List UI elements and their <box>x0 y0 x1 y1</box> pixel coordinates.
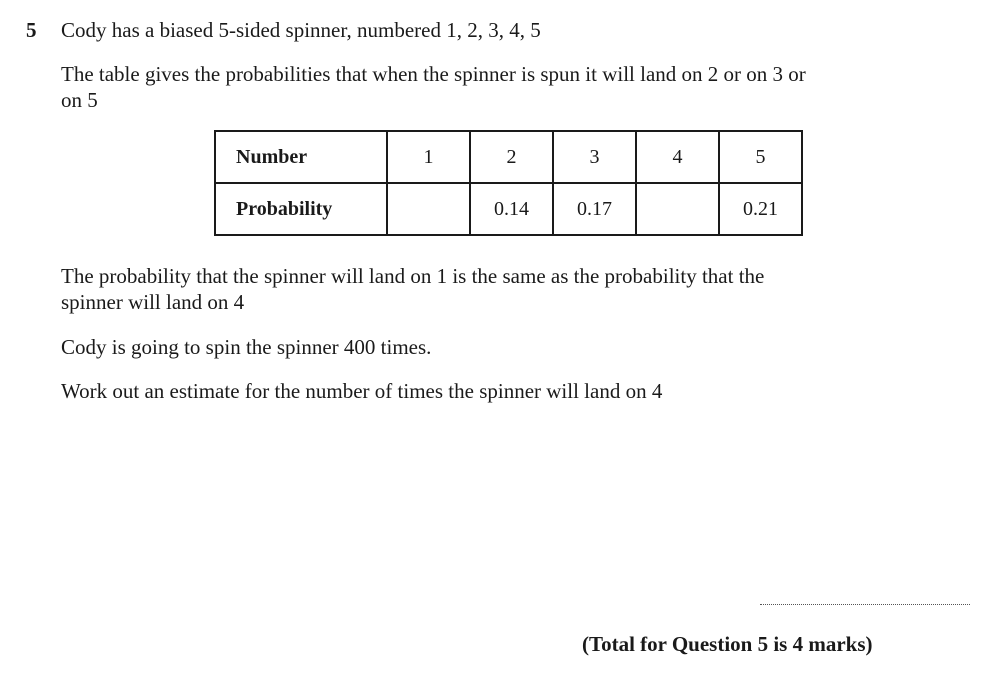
probability-cell-5: 0.21 <box>719 183 802 235</box>
table-intro-text: The table gives the probabilities that when the spinner is spun it will land on 2 or on 3 or on 5 <box>61 62 806 112</box>
number-header: Number <box>215 131 387 183</box>
number-cell-4: 4 <box>636 131 719 183</box>
answer-line[interactable] <box>760 604 970 605</box>
number-cell-2: 2 <box>470 131 553 183</box>
question-number: 5 <box>26 18 37 42</box>
total-marks: (Total for Question 5 is 4 marks) <box>582 632 873 656</box>
number-cell-3: 3 <box>553 131 636 183</box>
same-probability-text: The probability that the spinner will land on 1 is the same as the probability that the spinner will land on 4 <box>61 264 765 314</box>
number-cell-1: 1 <box>387 131 470 183</box>
probability-cell-3: 0.17 <box>553 183 636 235</box>
task-text: Work out an estimate for the number of times the spinner will land on 4 <box>61 379 663 403</box>
probability-cell-4 <box>636 183 719 235</box>
spin-count-text: Cody is going to spin the spinner 400 times. <box>61 335 432 359</box>
probability-cell-1 <box>387 183 470 235</box>
number-cell-5: 5 <box>719 131 802 183</box>
number-row <box>215 131 802 183</box>
probability-cell-2: 0.14 <box>470 183 553 235</box>
question-intro: Cody has a biased 5-sided spinner, numbered 1, 2, 3, 4, 5 <box>61 18 541 42</box>
probability-table <box>214 130 803 236</box>
probability-row <box>215 183 802 235</box>
probability-header: Probability <box>215 183 387 235</box>
